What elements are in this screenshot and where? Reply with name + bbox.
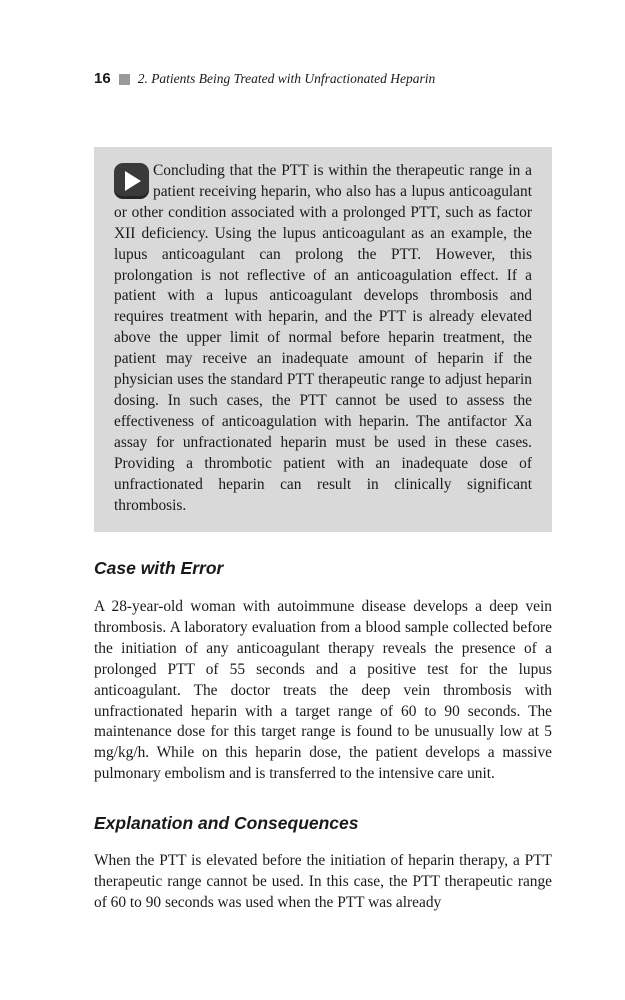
page-number: 16 — [94, 70, 111, 87]
callout-text: Concluding that the PTT is within the therapeutic range in a patient receiving heparin, who also has a lupus anticoagulant or other condition associated with a prolonged PTT, such as factor XII deficiency. Using the lupus anticoagulant as an example, the lupus anticoagulant can prolong the PTT. However, this prolongation is not reflective of an anticoagulation effect. If a patient with a lupus anticoagulant develops thrombosis and requires treatment with heparin, and the PTT is already elevated above the upper limit of normal before heparin treatment, the patient may receive an inadequate amount of heparin if the physician uses the standard PTT therapeutic range to adjust heparin dosing. In such cases, the PTT cannot be used to assess the effectiveness of anticoagulation with heparin. The antifactor Xa assay for unfractionated heparin must be used in these cases. Providing a thrombotic patient with an inadequate dose of unfractionated heparin can result in clinically significant thrombosis. — [114, 162, 532, 514]
explanation-heading: Explanation and Consequences — [94, 813, 359, 833]
case-with-error-heading: Case with Error — [94, 558, 224, 578]
case-with-error-paragraph: A 28-year-old woman with autoimmune disease develops a deep vein thrombosis. A laboratory evaluation from a blood sample collected before the initiation of any anticoagulant therapy reveals the presence of a prolonged PTT of 55 seconds and a positive test for the lupus anticoagulant. The doctor treats the deep vein thrombosis with unfractionated heparin with a target range of 60 to 90 seconds. The maintenance dose for this target range is found to be unusually low at 5 mg/kg/h. While on this heparin dose, the patient develops a massive pulmonary embolism and is transferred to the intensive care unit. — [94, 598, 552, 783]
play-icon — [114, 163, 149, 199]
error-callout-box — [94, 147, 552, 532]
running-head — [94, 69, 435, 89]
callout-paragraph — [114, 161, 532, 516]
chapter-title: 2. Patients Being Treated with Unfractionated Heparin — [137, 71, 436, 86]
square-bullet-icon — [119, 74, 130, 85]
explanation-paragraph: When the PTT is elevated before the initiation of heparin therapy, a PTT therapeutic range cannot be used. In this case, the PTT therapeutic range of 60 to 90 seconds was used when the PTT was already — [94, 852, 552, 911]
